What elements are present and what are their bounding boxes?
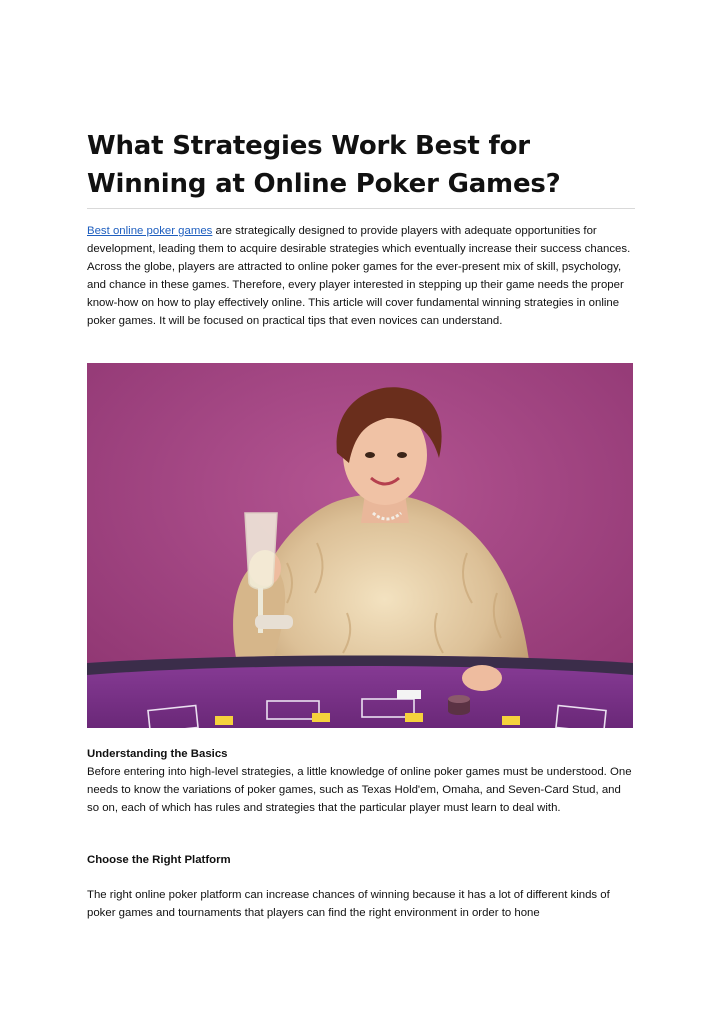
page-title: What Strategies Work Best for Winning at Online Poker Games? <box>87 131 561 199</box>
intro-text: are strategically designed to provide players with adequate opportunities for development, leading them to acquire desirable strategies which eventually increase their success chances. Across the globe, players are attracted to online poker games for the ever-present mix of skill, psychology, and chance in these games. Therefore, every player interested in stepping up their game needs the proper know-how on how to play effectively online. This article will cover fundamental winning strategies in online poker games. It will be focused on practical tips that even novices can understand. <box>87 225 631 327</box>
section-heading-platform: Choose the Right Platform <box>87 854 231 866</box>
intro-link[interactable]: Best online poker games <box>87 225 213 237</box>
title-divider <box>87 208 635 209</box>
section-body-basics: Before entering into high-level strategies, a little knowledge of online poker games must be understood. One needs to know the variations of poker games, such as Texas Hold'em, Omaha, and Seven-Card Stud, and so on, each of which has rules and strategies that the particular player must learn to deal with. <box>87 766 632 814</box>
section-body-platform: The right online poker platform can increase chances of winning because it has a lot of different kinds of poker games and tournaments that players can find the right environment in order to hone <box>87 889 610 919</box>
intro-paragraph <box>87 223 635 330</box>
section-heading-basics: Understanding the Basics <box>87 748 228 760</box>
hero-image <box>87 363 633 728</box>
